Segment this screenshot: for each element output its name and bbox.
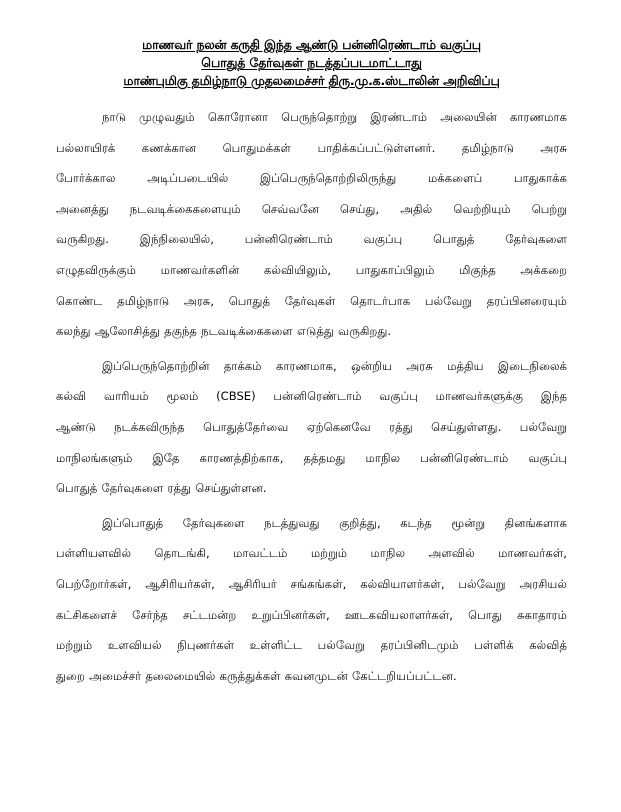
paragraph-line: நாடு முழுவதும் கொரோனா பெருந்தொற்று இரண்டாம் அலையின் காரணமாக: [102, 110, 567, 124]
paragraph-line: கொண்ட தமிழ்நாடு அரசு, பொதுத் தேர்வுகள் தொடர்பாக பல்வேறு தரப்பினரையும்: [56, 293, 567, 308]
paragraph-line: கலந்து ஆலோசித்து தகுந்த நடவடிக்கைகளை எடுத்து வருகிறது.: [56, 324, 392, 339]
paragraph-line: அனைத்து நடவடிக்கைகளையும் செவ்வனே செய்து, அதில் வெற்றியும் பெற்று: [56, 201, 567, 216]
heading-line-2: பொதுத் தேர்வுகள் நடத்தப்படமாட்டாது: [201, 55, 422, 70]
heading-line-3: மாண்புமிகு தமிழ்நாடு முதலமைச்சர் திரு.மு.க.ஸ்டாலின் அறிவிப்பு: [123, 73, 500, 88]
paragraph-line: வருகிறது. இந்நிலையில், பன்னிரெண்டாம் வகுப்பு பொதுத் தேர்வுகளை: [56, 232, 567, 247]
paragraph-line: மற்றும் உளவியல் நிபுணர்கள் உள்ளிட்ட பல்வேறு தரப்பினிடமும் பள்ளிக் கல்வித்: [56, 638, 567, 653]
document-heading: [56, 36, 567, 90]
paragraph-line: பொதுத் தேர்வுகளை ரத்து செய்துள்ளன.: [56, 481, 267, 496]
paragraph-1: [56, 102, 567, 347]
paragraph-line: பல்லாயிரக் கணக்கான பொதுமக்கள் பாதிக்கப்பட்டுள்ளனர். தமிழ்நாடு அரசு: [56, 140, 567, 155]
paragraph-2: [56, 351, 567, 504]
paragraph-line: பெற்றோர்கள், ஆசிரியர்கள், ஆசிரியர் சங்கங்கள், கல்வியாளர்கள், பல்வேறு அரசியல்: [56, 576, 567, 591]
paragraph-3: [56, 508, 567, 692]
paragraph-line: துறை அமைச்சர் தலைமையில் கருத்துக்கள் கவனமுடன் கேட்டறியப்பட்டன.: [56, 668, 457, 683]
paragraph-line: கல்வி வாரியம் மூலம் (CBSE) பன்னிரெண்டாம் வகுப்பு மாணவர்களுக்கு இந்த: [56, 389, 567, 404]
paragraph-line: பள்ளியளவில் தொடங்கி, மாவட்டம் மற்றும் மாநில அளவில் மாணவர்கள்,: [56, 546, 567, 561]
paragraph-line: இப்பெருந்தொற்றின் தாக்கம் காரணமாக, ஒன்றிய அரசு மத்திய இடைநிலைக்: [102, 358, 567, 373]
paragraph-line: கட்சிகளைச் சேர்ந்த சட்டமன்ற உறுப்பினர்கள், ஊடகவியலாளர்கள், பொது சுகாதாரம்: [56, 607, 567, 622]
paragraph-line: எழுதவிருக்கும் மாணவர்களின் கல்வியிலும், பாதுகாப்பிலும் மிகுந்த அக்கறை: [56, 262, 567, 277]
paragraph-line: ஆண்டு நடக்கவிருந்த பொதுத்தேர்வை ஏற்கெனவே ரத்து செய்துள்ளது. பல்வேறு: [56, 419, 567, 434]
heading-line-1: மாணவர் நலன் கருதி இந்த ஆண்டு பன்னிரெண்டாம் வகுப்பு: [142, 37, 481, 52]
paragraph-line: மாநிலங்களும் இதே காரணத்திற்காக, தத்தமது மாநில பன்னிரெண்டாம் வகுப்பு: [56, 450, 567, 465]
paragraph-line: இப்பொதுத் தேர்வுகளை நடத்துவது குறித்து, கடந்த மூன்று தினங்களாக: [102, 515, 567, 530]
paragraph-line: போர்க்கால அடிப்படையில் இப்பெருந்தொற்றிலிருந்து மக்களைப் பாதுகாக்க: [56, 171, 567, 186]
